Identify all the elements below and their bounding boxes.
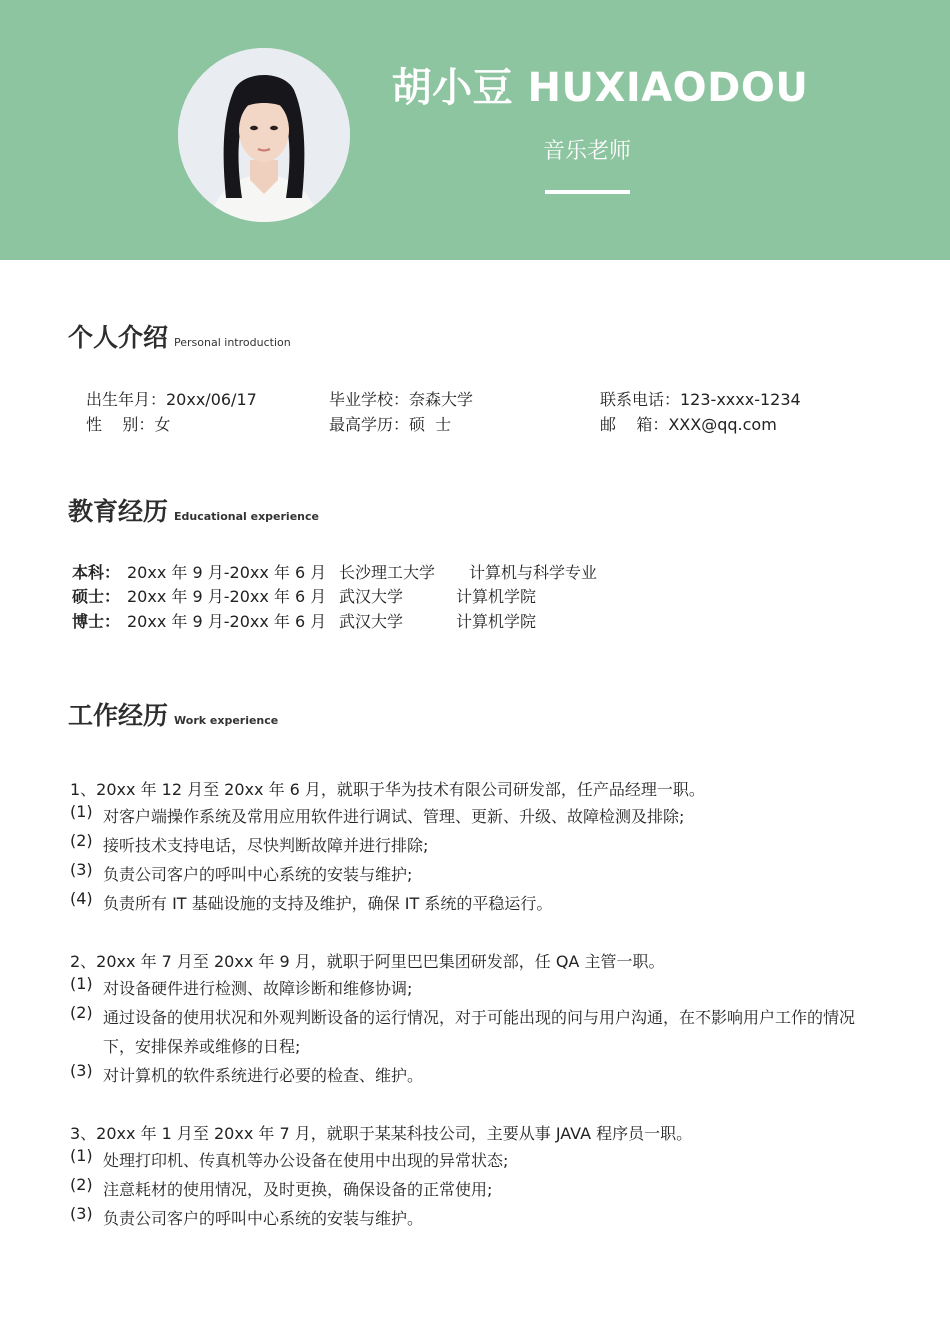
- work-heading: 3、20xx 年 1 月至 20xx 年 7 月，就职于某某科技公司，主要从事 JAVA 程序员一职。: [70, 1124, 693, 1143]
- education-school: 武汉大学: [339, 612, 404, 631]
- section-title-en: Personal introduction: [174, 336, 291, 349]
- section-title-zh: 教育经历: [68, 497, 169, 526]
- education-degree: 硕士：: [72, 587, 121, 606]
- info-school: 毕业学校：奈森大学: [329, 390, 474, 409]
- work-heading: 2、20xx 年 7 月至 20xx 年 9 月，就职于阿里巴巴集团研发部，任 QA 主管一职。: [70, 952, 665, 971]
- section-title-en: Work experience: [174, 714, 279, 727]
- work-item-number: (2): [70, 1003, 93, 1022]
- work-item-number: (3): [70, 1204, 93, 1223]
- job-title: 音乐老师: [542, 139, 631, 164]
- section-title-zh: 工作经历: [68, 701, 169, 730]
- info-degree: 最高学历：硕 士: [329, 415, 452, 434]
- work-item-text: 对客户端操作系统及常用应用软件进行调试、管理、更新、升级、故障检测及排除;: [103, 807, 685, 826]
- section-title-en: Educational experience: [174, 510, 319, 523]
- section-title-education: [68, 492, 319, 528]
- education-degree: 博士：: [72, 612, 121, 631]
- portrait-photo: [178, 48, 350, 222]
- work-item-number: (3): [70, 860, 93, 879]
- work-item-text: 注意耗材的使用情况，及时更换，确保设备的正常使用;: [103, 1180, 493, 1199]
- info-email: 邮 箱：XXX@qq.com: [600, 415, 777, 434]
- work-item-number: (2): [70, 831, 93, 850]
- work-item-number: (1): [70, 974, 93, 993]
- section-title-zh: 个人介绍: [68, 323, 169, 352]
- education-period: 20xx 年 9 月-20xx 年 6 月: [127, 612, 327, 631]
- education-major: 计算机与科学专业: [469, 563, 598, 582]
- work-item-text: 负责公司客户的呼叫中心系统的安装与维护;: [103, 865, 413, 884]
- avatar: [178, 48, 350, 222]
- education-period: 20xx 年 9 月-20xx 年 6 月: [127, 563, 327, 582]
- work-item-number: (2): [70, 1175, 93, 1194]
- work-item-text: 接听技术支持电话，尽快判断故障并进行排除;: [103, 836, 429, 855]
- education-major: 计算机学院: [456, 587, 537, 606]
- section-title-work: [68, 696, 278, 732]
- work-item-number: (1): [70, 802, 93, 821]
- work-item-number: (3): [70, 1061, 93, 1080]
- work-heading: 1、20xx 年 12 月至 20xx 年 6 月，就职于华为技术有限公司研发部，任产品经理一职。: [70, 780, 705, 799]
- candidate-name: 胡小豆 HUXIAODOU: [391, 65, 809, 111]
- title-underline: [545, 190, 630, 194]
- info-gender: 性 别：女: [86, 415, 171, 434]
- work-item-number: (1): [70, 1146, 93, 1165]
- work-item-text: 处理打印机、传真机等办公设备在使用中出现的异常状态;: [103, 1151, 509, 1170]
- section-title-personal: [68, 318, 291, 354]
- education-school: 武汉大学: [339, 587, 404, 606]
- work-item-text: 对计算机的软件系统进行必要的检查、维护。: [103, 1066, 424, 1085]
- education-period: 20xx 年 9 月-20xx 年 6 月: [127, 587, 327, 606]
- header-banner: [0, 0, 950, 260]
- work-item-text: 对设备硬件进行检测、故障诊断和维修协调;: [103, 979, 413, 998]
- info-birth: 出生年月：20xx/06/17: [86, 390, 257, 409]
- education-school: 长沙理工大学: [339, 563, 436, 582]
- education-major: 计算机学院: [456, 612, 537, 631]
- work-item-text: 通过设备的使用状况和外观判断设备的运行情况，对于可能出现的问与用户沟通，在不影响用户工作的情况下，安排保养或维修的日程;: [103, 1008, 856, 1056]
- work-item-number: (4): [70, 889, 93, 908]
- education-degree: 本科：: [72, 563, 121, 582]
- info-phone: 联系电话：123-xxxx-1234: [600, 390, 801, 409]
- work-item-text: 负责所有 IT 基础设施的支持及维护，确保 IT 系统的平稳运行。: [103, 894, 553, 913]
- work-item-text: 负责公司客户的呼叫中心系统的安装与维护。: [103, 1209, 424, 1228]
